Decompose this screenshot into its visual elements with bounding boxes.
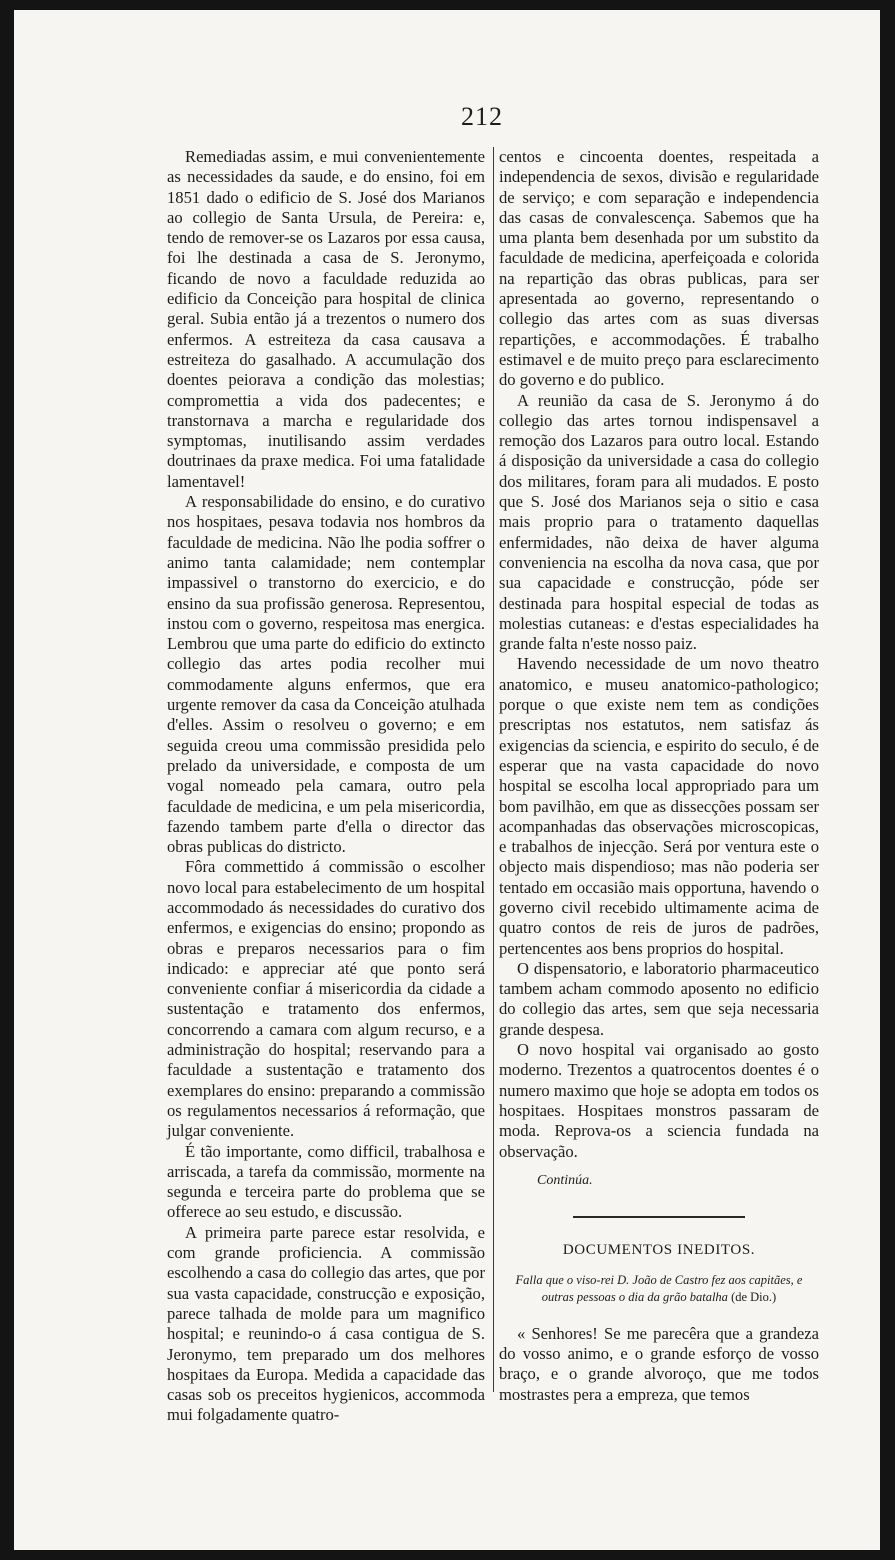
paragraph: Remediadas assim, e mui convenientemente as necessidades da saude, e do ensino, foi em 1851 dado o edificio de S. José dos Marianos ao collegio de Santa Ursula, de Pereira: e, tendo de remover-se os Lazaros por essa causa, foi lhe destinada a casa de S. Jeronymo, ficando de novo a faculdade reduzida ao edificio da Conceição para hospital de clinica geral. Subia então já a trezentos o numero dos enfermos. A estreiteza da casa causava a estreiteza do gasalhado. A accumulação dos doentes peiorava a condição das molestias; compromettia a vida dos padecentes; e transtornava a marcha e regularidade dos symptomas, inutilisando assim verdades doutrinaes da praxe medica. Foi uma fatalidade lamentavel! (167, 147, 485, 491)
right-column (499, 147, 819, 1405)
page-number: 212 (461, 102, 503, 131)
paragraph: É tão importante, como difficil, trabalhosa e arriscada, a tarefa da commissão, mormente na segunda e terceira parte do problema que se offerece ao seu estudo, e discussão. (167, 1141, 485, 1222)
left-column (167, 147, 485, 1426)
speech-text (499, 1324, 819, 1405)
section-divider (573, 1216, 745, 1218)
subtitle-source: (de Dio.) (731, 1289, 777, 1304)
document-subtitle (499, 1272, 819, 1306)
paragraph: Havendo necessidade de um novo theatro anatomico, e museu anatomico-pathologico; porque o que existe nem tem as condições prescriptas nos estatutos, nem satisfaz ás exigencias da sciencia, e espirito do seculo, é de esperar que na vasta capacidade do novo hospital se escolha local appropriado para um bom pavilhão, em que as dissecções possam ser acompanhadas das observações microscopicas, e trabalhos de injecção. Será por ventura este o objecto mais dispendioso; mas não poderia ser tentado em occasião mais opportuna, havendo o governo civil recebido ultimamente acima de quatro contos de reis de juros de padrões, pertencentes aos bens proprios do hospital. (499, 654, 819, 958)
column-divider (493, 147, 494, 1392)
paragraph: O novo hospital vai organisado ao gosto moderno. Trezentos a quatrocentos doentes é o numero maximo que hoje se adopta em todos os hospitaes. Hospitaes monstros passaram de moda. Reprova-os a sciencia fundada na observação. (499, 1040, 819, 1161)
paragraph: centos e cincoenta doentes, respeitada a independencia de sexos, divisão e regularidade de serviço; e com separação e independencia das casas de convalescença. Sabemos que ha uma planta bem desenhada por um substito da faculdade de medicina, aperfeiçoada e colorida na repartição das obras publicas, para ser apresentada ao governo, representando o collegio das artes com as suas diversas repartições, e accommodações. É trabalho estimavel e de muito preço para esclarecimento do governo e do publico. (499, 147, 819, 390)
continued-note: Continúa. (537, 1172, 593, 1188)
paragraph: O dispensatorio, e laboratorio pharmaceutico tambem acham commodo aposento no edificio do collegio das artes, sem que seja necessaria grande despesa. (499, 958, 819, 1039)
paragraph: A responsabilidade do ensino, e do curativo nos hospitaes, pesava todavia nos hombros da faculdade de medicina. Não lhe podia soffrer o animo tanta calamidade; nem contemplar impassivel o transtorno do exercicio, e do ensino da sua profissão generosa. Representou, instou com o governo, respeitosa mas energica. Lembrou que uma parte do edificio do extincto collegio das artes podia recolher mui commodamente alguns enfermos, que era urgente remover da casa da Conceição atulhada d'elles. Assim o resolveu o governo; e em seguida creou uma commissão presidida pelo prelado da universidade, e composta de um vogal nomeado pela camara, outro pela faculdade de medicina, e um pela misericordia, fazendo tambem parte d'ella o director das obras publicas do districto. (167, 492, 485, 857)
newspaper-page (14, 10, 880, 1550)
subtitle-text: Falla que o viso-rei D. João de Castro fez aos capitães, e outras pessoas o dia da grão batalha (515, 1272, 803, 1304)
paragraph: A reunião da casa de S. Jeronymo á do collegio das artes tornou indispensavel a remoção dos Lazaros para outro local. Estando á disposição da universidade a casa do collegio dos militares, foram para ali mudados. E posto que S. José dos Marianos seja o sitio e casa mais proprio para o tratamento daquellas enfermidades, não deixa de haver alguma conveniencia na escolha da nova casa, que por sua capacidade e construcção, póde ser destinada para hospital especial de todas as molestias cutaneas: e d'estas especialidades ha grande falta n'este nosso paiz. (499, 390, 819, 654)
section-title: DOCUMENTOS INEDITOS. (562, 1241, 756, 1258)
paragraph: A primeira parte parece estar resolvida, e com grande proficiencia. A commissão escolhendo a casa do collegio das artes, que por sua vasta capacidade, construcção e exposição, parece talhada de molde para um magnifico hospital; e reunindo-o á casa contigua de S. Jeronymo, tem preparado um dos melhores hospitaes da Europa. Medida a capacidade das casas sob os preceitos hygienicos, accommoda mui folgadamente quatro- (167, 1222, 485, 1425)
paragraph: Fôra commettido á commissão o escolher novo local para estabelecimento de um hospital accommodado ás necessidades do curativo dos enfermos, e exigencias do ensino; propondo as obras e preparos necessarios para o fim indicado: e appreciar até que ponto será conveniente confiar á misericordia da cidade a sustentação e tratamento dos enfermos, concorrendo a camara com algum recurso, e a administração do hospital; reservando para a faculdade a sustentação e tratamento dos exemplares do ensino: preparando a commissão os regulamentos necessarios á reformação, que julgar conveniente. (167, 857, 485, 1141)
paragraph: « Senhores! Se me parecêra que a grandeza do vosso animo, e o grande esforço de vosso braço, e o grande alvoroço, que me todos mostrastes pera a empreza, que temos (499, 1323, 819, 1404)
